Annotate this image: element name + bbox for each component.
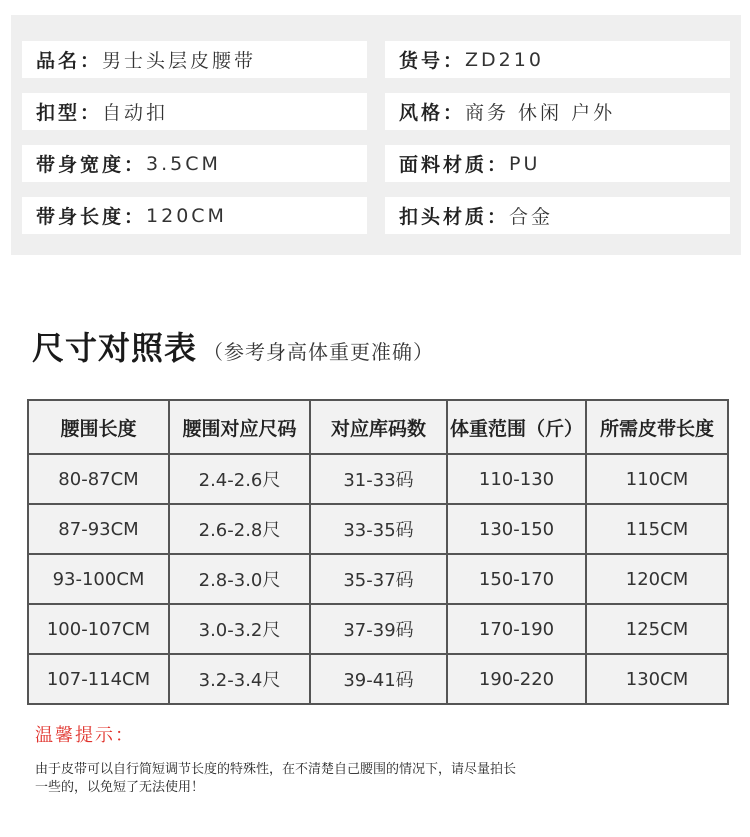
spec-value: PU (509, 152, 541, 175)
table-cell: 125CM (586, 604, 728, 654)
spec-key: 扣型： (36, 102, 103, 124)
tips-title: 温馨提示： (35, 725, 135, 746)
spec-key: 风格： (399, 102, 466, 124)
header-waist-length: 腰围长度 (28, 400, 169, 454)
table-row (28, 504, 728, 554)
spec-fabric-material (385, 145, 730, 182)
table-cell: 2.4-2.6尺 (169, 454, 310, 504)
table-cell: 150-170 (447, 554, 586, 604)
spec-buckle-type (22, 93, 367, 130)
table-row (28, 454, 728, 504)
spec-item-number (385, 41, 730, 78)
size-chart-title: 尺寸对照表 (32, 329, 198, 367)
table-cell: 37-39码 (310, 604, 447, 654)
spec-value: 3.5CM (146, 152, 221, 175)
table-cell: 2.8-3.0尺 (169, 554, 310, 604)
spec-value: 120CM (146, 204, 227, 227)
table-cell: 3.0-3.2尺 (169, 604, 310, 654)
spec-key: 面料材质： (399, 154, 510, 176)
size-chart-subtitle: （参考身高体重更准确） (203, 340, 435, 364)
spec-value: 男士头层皮腰带 (102, 50, 257, 72)
spec-product-name (22, 41, 367, 78)
table-cell: 120CM (586, 554, 728, 604)
tips-text-line-2: 一些的，以免短了无法使用！ (35, 780, 205, 795)
spec-key: 品名： (36, 50, 103, 72)
table-cell: 2.6-2.8尺 (169, 504, 310, 554)
spec-strap-width (22, 145, 367, 182)
table-cell: 100-107CM (28, 604, 169, 654)
table-cell: 3.2-3.4尺 (169, 654, 310, 704)
header-pants-size: 对应库码数 (310, 400, 447, 454)
table-cell: 115CM (586, 504, 728, 554)
table-row (28, 654, 728, 704)
table-cell: 31-33码 (310, 454, 447, 504)
table-cell: 33-35码 (310, 504, 447, 554)
table-cell: 93-100CM (28, 554, 169, 604)
size-chart-heading (32, 323, 434, 369)
spec-value: 商务 休闲 户外 (465, 102, 616, 124)
table-cell: 110-130 (447, 454, 586, 504)
table-cell: 39-41码 (310, 654, 447, 704)
spec-key: 货号： (399, 50, 466, 72)
spec-strap-length (22, 197, 367, 234)
table-cell: 190-220 (447, 654, 586, 704)
spec-value: 合金 (509, 206, 554, 228)
tips-text-line-1: 由于皮带可以自行简短调节长度的特殊性，在不清楚自己腰围的情况下，请尽量拍长 (35, 762, 517, 777)
table-cell: 87-93CM (28, 504, 169, 554)
table-header-row (28, 400, 728, 454)
spec-value: 自动扣 (102, 102, 169, 124)
table-cell: 170-190 (447, 604, 586, 654)
table-cell: 130CM (586, 654, 728, 704)
table-row (28, 604, 728, 654)
spec-buckle-material (385, 197, 730, 234)
product-specs-panel (11, 15, 741, 255)
table-cell: 110CM (586, 454, 728, 504)
table-cell: 107-114CM (28, 654, 169, 704)
spec-style (385, 93, 730, 130)
header-belt-length: 所需皮带长度 (586, 400, 728, 454)
spec-value: ZD210 (465, 48, 544, 71)
table-cell: 130-150 (447, 504, 586, 554)
header-waist-size: 腰围对应尺码 (169, 400, 310, 454)
table-cell: 80-87CM (28, 454, 169, 504)
size-chart-table (27, 399, 729, 705)
header-weight-range: 体重范围（斤） (447, 400, 586, 454)
table-row (28, 554, 728, 604)
spec-key: 带身宽度： (36, 154, 147, 176)
table-cell: 35-37码 (310, 554, 447, 604)
spec-key: 带身长度： (36, 206, 147, 228)
spec-key: 扣头材质： (399, 206, 510, 228)
